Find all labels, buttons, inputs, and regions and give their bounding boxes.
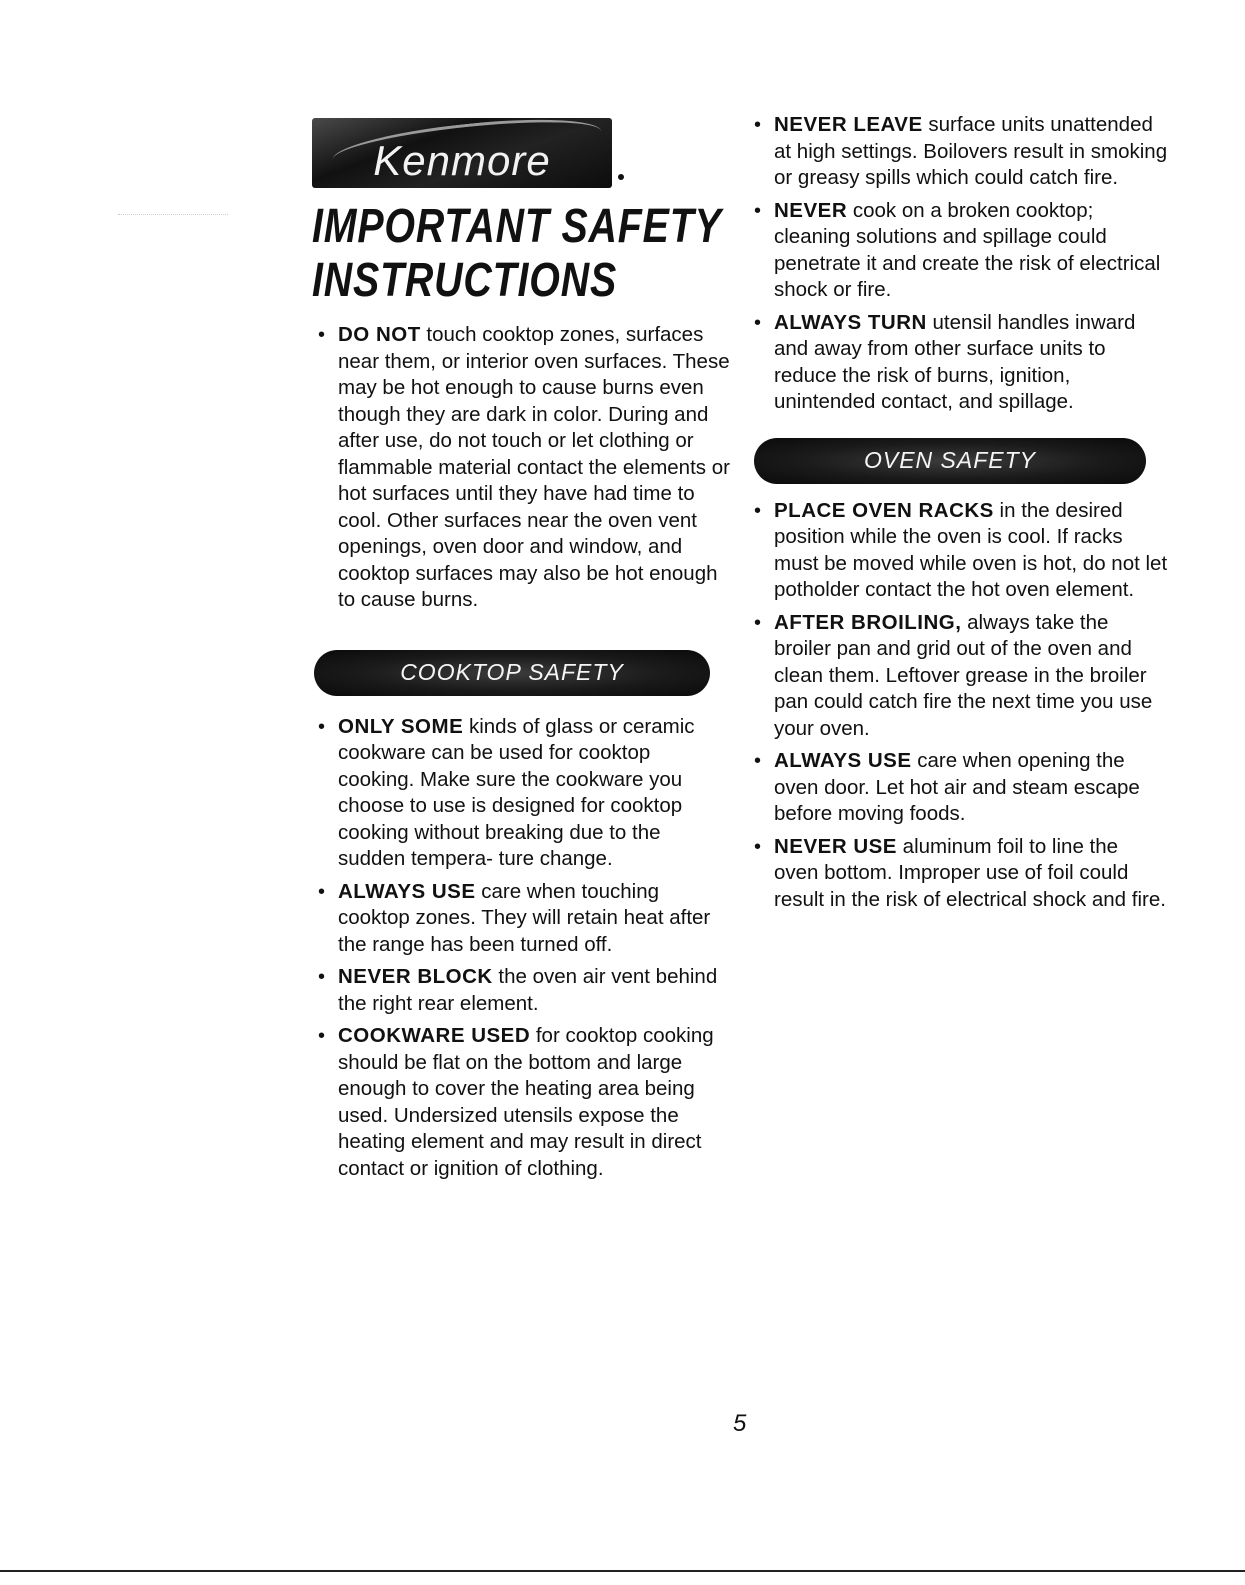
page-number: 5 — [733, 1410, 747, 1437]
cooktop-safety-banner — [314, 650, 710, 696]
item-lead: NEVER USE — [774, 834, 897, 858]
list-item — [748, 748, 1168, 828]
list-item — [312, 879, 732, 959]
item-lead: ALWAYS TURN — [774, 310, 927, 334]
bullet-icon: • — [318, 966, 326, 988]
item-lead: ALWAYS USE — [338, 879, 476, 903]
list-item — [748, 498, 1168, 604]
item-lead: ONLY SOME — [338, 714, 464, 738]
intro-list — [312, 322, 732, 614]
bullet-icon: • — [754, 835, 762, 858]
item-lead: NEVER LEAVE — [774, 113, 923, 136]
bullet-icon: • — [754, 199, 762, 222]
intro-lead: DO NOT — [338, 323, 421, 346]
bullet-icon: • — [754, 750, 762, 772]
item-lead: ALWAYS USE — [774, 749, 912, 772]
item-text: for cooktop cooking should be flat on the bottom and large enough to cover the heating area being used. Undersized utensils expose the heating element and may result in direct contact or ignition of clothing. — [338, 1024, 714, 1180]
list-item — [748, 834, 1168, 914]
list-item — [312, 964, 732, 1017]
item-text: aluminum foil to line the oven bottom. Improper use of foil could result in the risk of electrical shock and fire. — [774, 834, 1166, 911]
bullet-icon: • — [318, 715, 326, 738]
bullet-icon: • — [318, 324, 326, 346]
bottom-rule — [0, 1570, 1245, 1572]
title-line-1: IMPORTANT SAFETY — [312, 200, 722, 253]
bullet-icon: • — [754, 114, 762, 136]
item-text: the oven air vent behind the right rear element. — [338, 965, 718, 1015]
logo-brand-text: Kenmore — [373, 137, 551, 184]
cooktop-safety-heading: COOKTOP SAFETY — [400, 659, 624, 685]
list-item — [312, 714, 732, 873]
logo-dot — [618, 174, 624, 180]
list-item — [748, 610, 1168, 743]
list-item — [748, 198, 1168, 304]
oven-safety-heading: OVEN SAFETY — [863, 447, 1037, 473]
bullet-icon: • — [754, 311, 762, 334]
item-lead: AFTER BROILING, — [774, 610, 962, 634]
list-item — [312, 1023, 732, 1182]
list-item — [748, 310, 1168, 416]
kenmore-logo — [312, 118, 612, 188]
oven-safety-list — [748, 498, 1168, 914]
item-lead: NEVER BLOCK — [338, 965, 493, 988]
item-text: utensil handles inward and away from other surface units to reduce the risk of burns, ignition, unintended contact, and spillage. — [774, 310, 1136, 413]
list-item — [748, 112, 1168, 192]
page-title — [312, 200, 722, 308]
right-column — [748, 112, 1168, 919]
oven-safety-banner — [754, 438, 1146, 484]
item-text: care when opening the oven door. Let hot air and steam escape before moving foods. — [774, 749, 1140, 825]
item-lead: PLACE OVEN RACKS — [774, 498, 994, 522]
item-text: surface units unattended at high settings. Boilovers result in smoking or greasy spills which could catch fire. — [774, 113, 1168, 189]
bullet-icon: • — [754, 611, 762, 634]
item-text: care when touching cooktop zones. They will retain heat after the range has been turned off. — [338, 879, 711, 956]
title-line-2: INSTRUCTIONS — [312, 254, 618, 307]
intro-item — [312, 322, 732, 614]
cooktop-safety-list — [312, 714, 732, 1183]
item-text: cook on a broken cooktop; cleaning solutions and spillage could penetrate it and create the risk of electrical shock or fire. — [774, 198, 1161, 301]
logo-wrapper — [312, 118, 732, 188]
general-safety-list — [748, 112, 1168, 416]
item-text: in the desired position while the oven is cool. If racks must be moved while oven is hot, do not let potholder contact the hot oven element. — [774, 498, 1168, 601]
bullet-icon: • — [318, 1025, 326, 1047]
item-lead: NEVER — [774, 198, 848, 222]
bullet-icon: • — [318, 880, 326, 903]
item-text: kinds of glass or ceramic cookware can be used for cooktop cooking. Make sure the cookware you choose to use is designed for cooktop cooking without breaking due to the sudden tempera- ture change. — [338, 714, 695, 870]
item-text: always take the broiler pan and grid out of the oven and clean them. Leftover grease in the broiler pan could catch fire the next time you use your oven. — [774, 610, 1153, 740]
scan-artifact — [118, 214, 228, 216]
item-lead: COOKWARE USED — [338, 1024, 531, 1047]
left-column — [312, 118, 732, 1188]
bullet-icon: • — [754, 499, 762, 522]
intro-text: touch cooktop zones, surfaces near them, or interior oven surfaces. These may be hot enough to cause burns even though they are dark in color. During and after use, do not touch or let clothing or flammable material contact the elements or hot surfaces until they have had time to cool. Other surfaces near the oven vent openings, oven door and window, and cooktop surfaces may also be hot enough to cause burns. — [338, 323, 730, 611]
